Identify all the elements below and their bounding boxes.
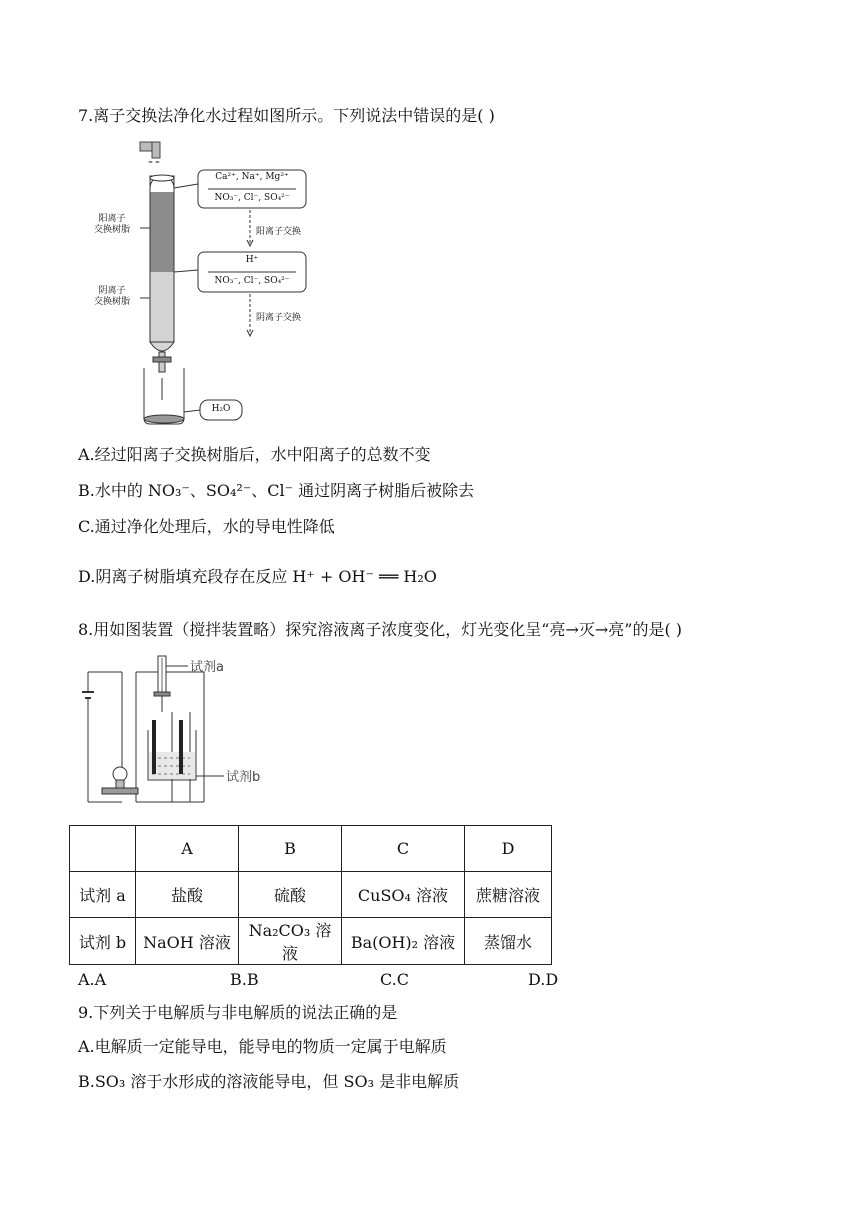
water-label: H₂O: [211, 404, 231, 414]
table-row: [70, 918, 552, 965]
q7-stem: 7.离子交换法净化水过程如图所示。下列说法中错误的是( ): [78, 106, 495, 125]
table-cell: 蒸馏水: [465, 918, 552, 965]
q9-option-b: B.SO₃ 溶于水形成的溶液能导电，但 SO₃ 是非电解质: [78, 1072, 460, 1091]
anion-resin-label: 交换树脂: [93, 297, 130, 307]
table-header-cell: C: [342, 826, 465, 872]
conductivity-apparatus-figure: [78, 652, 298, 821]
table-cell: CuSO₄ 溶液: [342, 872, 465, 918]
table-header-row: [70, 826, 552, 872]
table-cell: 硫酸: [239, 872, 342, 918]
q8-options-table: [69, 825, 552, 965]
table-cell: 试剂 b: [70, 918, 136, 965]
q8-answer-b: B.B: [230, 970, 259, 989]
table-cell: 蔗糖溶液: [465, 872, 552, 918]
reagent-b-label: 试剂b: [226, 770, 261, 785]
q8-answer-d: D.D: [528, 970, 559, 989]
q7-option-a: A.经过阳离子交换树脂后，水中阳离子的总数不变: [78, 445, 431, 464]
anion-resin-label: 阴离子: [98, 286, 126, 296]
cation-resin-label: 阳离子: [98, 214, 126, 224]
q7-option-c: C.通过净化处理后，水的导电性降低: [78, 517, 335, 536]
box2-cations: H⁺: [245, 255, 259, 265]
cation-exchange-label: 阳离子交换: [256, 227, 302, 237]
table-row: [70, 872, 552, 918]
q8-answer-c: C.C: [380, 970, 409, 989]
table-header-cell: [70, 826, 136, 872]
table-cell: NaOH 溶液: [136, 918, 239, 965]
table-cell: 盐酸: [136, 872, 239, 918]
anion-exchange-label: 阴离子交换: [256, 313, 302, 323]
q7-option-d: D.阴离子树脂填充段存在反应 H⁺ + OH⁻ ══ H₂O: [78, 567, 437, 586]
table-header-cell: A: [136, 826, 239, 872]
box1-cations: Ca²⁺, Na⁺, Mg²⁺: [215, 172, 289, 182]
cation-resin-label: 交换树脂: [93, 225, 130, 235]
svg-text:≈ ≈: ≈ ≈: [148, 159, 160, 166]
q7-option-b: B.水中的 NO₃⁻、SO₄²⁻、Cl⁻ 通过阴离子树脂后被除去: [78, 481, 475, 500]
table-cell: Na₂CO₃ 溶液: [239, 918, 342, 965]
table-header-cell: B: [239, 826, 342, 872]
q9-option-a: A.电解质一定能导电，能导电的物质一定属于电解质: [78, 1037, 447, 1056]
q9-stem: 9.下列关于电解质与非电解质的说法正确的是: [78, 1003, 398, 1022]
box2-anions: NO₃⁻, Cl⁻, SO₄²⁻: [214, 276, 290, 286]
table-cell: Ba(OH)₂ 溶液: [342, 918, 465, 965]
table-cell: 试剂 a: [70, 872, 136, 918]
q8-stem: 8.用如图装置（搅拌装置略）探究溶液离子浓度变化，灯光变化呈“亮→灭→亮”的是( ): [78, 620, 683, 639]
box1-anions: NO₃⁻, Cl⁻, SO₄²⁻: [214, 193, 290, 203]
q8-answer-a: A.A: [78, 970, 107, 989]
table-header-cell: D: [465, 826, 552, 872]
reagent-a-label: 试剂a: [190, 660, 224, 675]
ion-exchange-figure: [78, 138, 338, 442]
